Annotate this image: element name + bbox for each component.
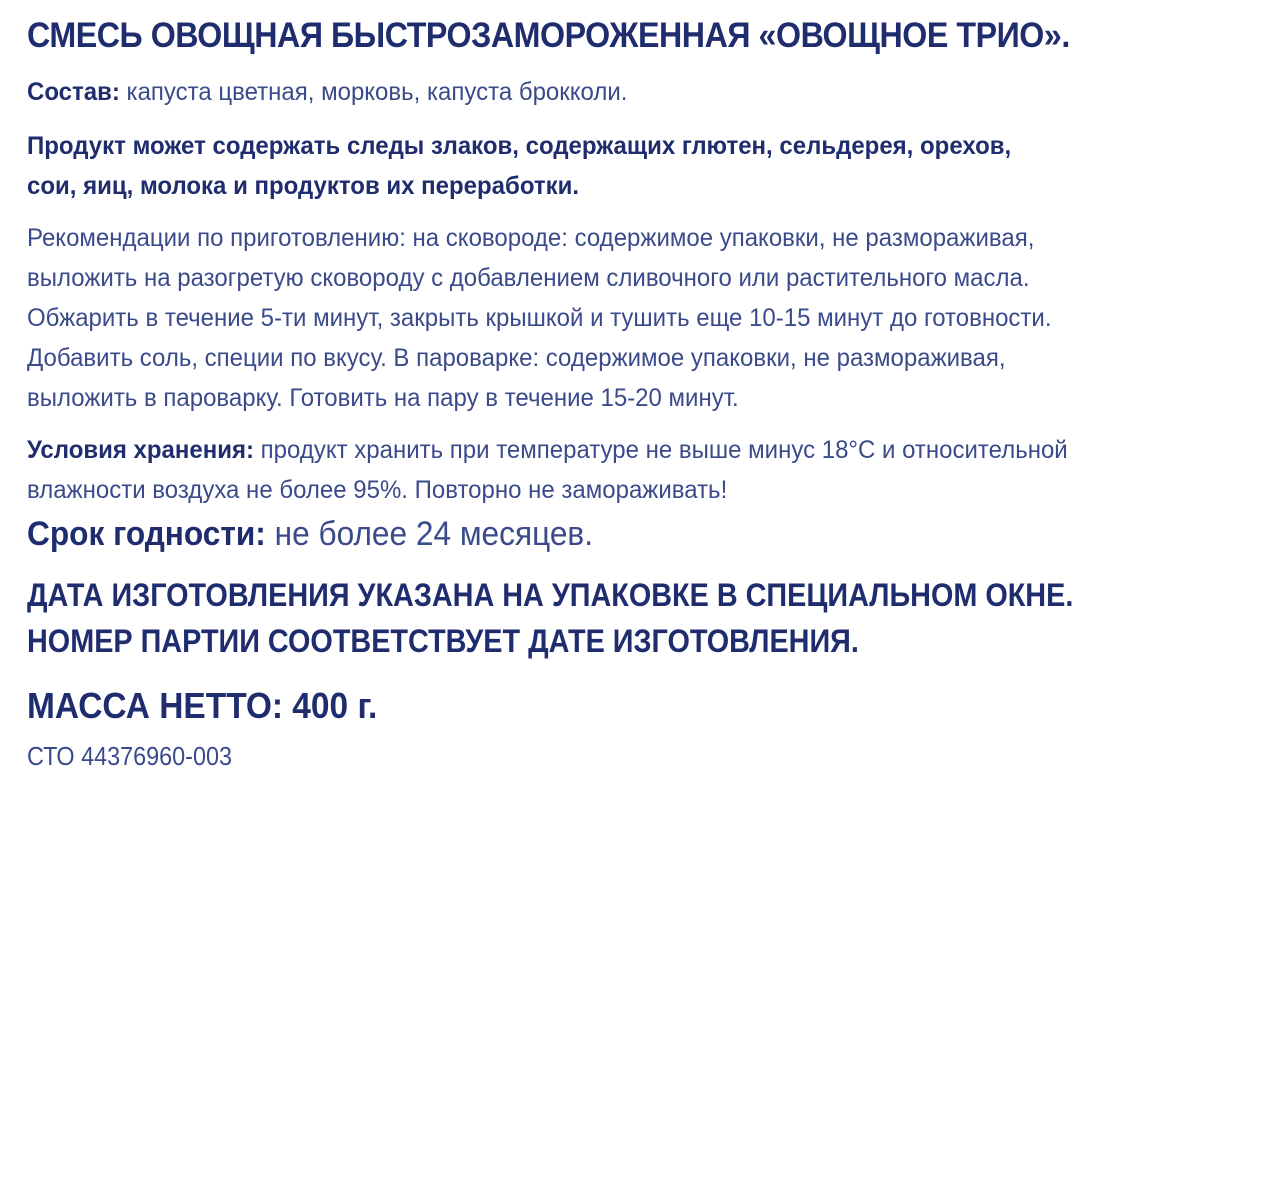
shelf-life-text: не более 24 месяцев. [265, 515, 594, 553]
recommendations-line-1: Рекомендации по приготовлению: на сковороде: содержимое упаковки, не размораживая, [27, 224, 1035, 252]
recommendations-block [27, 218, 1277, 418]
production-line-2: НОМЕР ПАРТИИ СООТВЕТСТВУЕТ ДАТЕ ИЗГОТОВЛЕНИЯ. [27, 623, 859, 659]
production-block [27, 572, 1277, 664]
label-text-document [27, 0, 1277, 774]
shelf-life-label: Срок годности: [27, 515, 266, 553]
composition-text: капуста цветная, морковь, капуста брокколи. [119, 78, 628, 106]
allergens-line-1: Продукт может содержать следы злаков, содержащих глютен, сельдерея, орехов, [27, 132, 1012, 160]
standard-code: СТО 44376960-003 [27, 741, 233, 771]
storage-text-1: продукт хранить при температуре не выше минус 18°С и относительной [253, 436, 1068, 464]
allergens-block [27, 126, 1277, 206]
production-line-1: ДАТА ИЗГОТОВЛЕНИЯ УКАЗАНА НА УПАКОВКЕ В СПЕЦИАЛЬНОМ ОКНЕ. [27, 577, 1074, 613]
storage-line-1 [27, 430, 1227, 470]
storage-label: Условия хранения: [27, 436, 254, 464]
recommendations-line-5: выложить в пароварку. Готовить на пару в течение 15-20 минут. [27, 384, 739, 412]
net-weight: МАССА НЕТТО: 400 г. [27, 685, 378, 726]
recommendations-line-4: Добавить соль, специи по вкусу. В пароварке: содержимое упаковки, не размораживая, [27, 344, 1006, 372]
recommendations-line-3: Обжарить в течение 5-ти минут, закрыть крышкой и тушить еще 10-15 минут до готовности. [27, 304, 1052, 332]
recommendations-line-2: выложить на разогретую сковороду с добавлением сливочного или растительного масла. [27, 264, 1030, 292]
storage-block [27, 430, 1277, 510]
shelf-life-line [27, 512, 1190, 556]
composition-label: Состав: [27, 78, 120, 106]
allergens-line-2: сои, яиц, молока и продуктов их переработки. [27, 172, 580, 200]
composition-line [27, 72, 1227, 112]
storage-line-2: влажности воздуха не более 95%. Повторно не замораживать! [27, 476, 728, 504]
product-title: СМЕСЬ ОВОЩНАЯ БЫСТРОЗАМОРОЖЕННАЯ «ОВОЩНОЕ ТРИО». [27, 16, 1070, 55]
